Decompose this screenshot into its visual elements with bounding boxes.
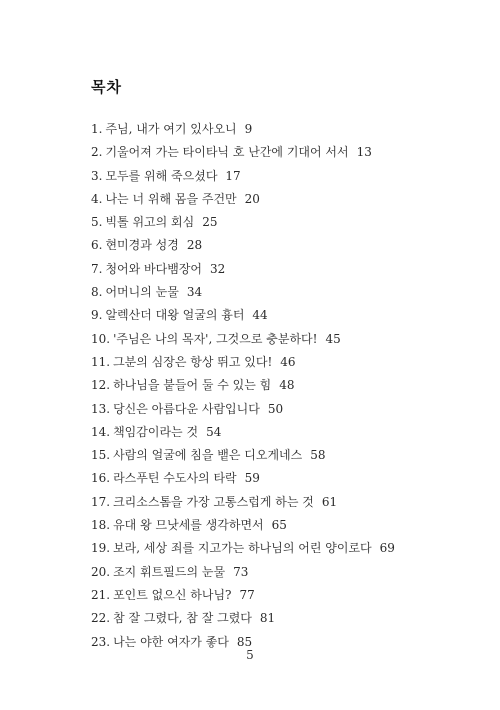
toc-entry-page: 45 — [325, 331, 341, 346]
toc-entry-title: 보라, 세상 죄를 지고가는 하나님의 어린 양이로다 — [113, 541, 372, 556]
toc-entry — [91, 584, 471, 607]
toc-entry-number: 9. — [91, 308, 103, 323]
toc-entry — [91, 444, 471, 467]
toc-entry — [91, 374, 471, 397]
toc-list — [91, 118, 471, 654]
toc-entry-title: 어머니의 눈물 — [105, 285, 179, 300]
toc-entry — [91, 467, 471, 490]
toc-entry-number: 17. — [91, 494, 111, 509]
toc-entry-page: 77 — [239, 587, 255, 602]
toc-entry — [91, 537, 471, 560]
toc-entry-number: 15. — [91, 448, 111, 463]
toc-entry-number: 21. — [91, 587, 111, 602]
toc-entry-title: 나는 너 위해 몸을 주건만 — [105, 191, 237, 206]
toc-entry-number: 11. — [91, 354, 111, 369]
toc-entry-title: 유대 왕 므낫세를 생각하면서 — [113, 518, 264, 533]
toc-entry-title: 조지 휘트필드의 눈물 — [113, 564, 226, 579]
toc-entry-number: 8. — [91, 285, 103, 300]
toc-entry-title: 하나님을 붙들어 둘 수 있는 힘 — [113, 378, 272, 393]
toc-entry — [91, 258, 471, 281]
toc-entry-number: 3. — [91, 168, 103, 183]
toc-entry-title: 그분의 심장은 항상 뛰고 있다! — [113, 354, 273, 369]
toc-entry — [91, 165, 471, 188]
toc-entry-title: 현미경과 성경 — [105, 238, 179, 253]
toc-entry-number: 18. — [91, 518, 111, 533]
toc-entry — [91, 118, 471, 141]
toc-entry — [91, 421, 471, 444]
toc-entry — [91, 281, 471, 304]
toc-entry-number: 20. — [91, 564, 111, 579]
toc-entry-page: 34 — [186, 285, 203, 300]
toc-entry — [91, 234, 471, 257]
toc-entry-page: 46 — [280, 354, 296, 369]
toc-entry-title: 나는 야한 여자가 좋다 — [113, 634, 229, 649]
toc-entry-title: 참 잘 그렸다, 참 잘 그렸다 — [113, 611, 252, 626]
toc-entry-title: 모두를 위해 죽으셨다 — [105, 168, 218, 183]
toc-entry — [91, 561, 471, 584]
toc-entry-page: 81 — [259, 611, 276, 626]
toc-entry — [91, 211, 471, 234]
toc-entry-page: 32 — [210, 261, 226, 276]
toc-entry — [91, 491, 471, 514]
toc-entry-title: 청어와 바다뱀장어 — [105, 261, 203, 276]
toc-entry-page: 9 — [244, 122, 253, 136]
toc-entry — [91, 351, 471, 374]
toc-entry-number: 5. — [91, 215, 103, 230]
toc-entry-number: 7. — [91, 261, 103, 276]
toc-entry-page: 17 — [225, 168, 241, 183]
toc-entry-page: 25 — [202, 215, 218, 230]
toc-entry-number: 12. — [91, 378, 111, 393]
toc-entry — [91, 607, 471, 630]
toc-entry-title: 라스푸틴 수도사의 타락 — [113, 471, 237, 486]
toc-heading: 목차 — [91, 78, 122, 96]
toc-entry-number: 2. — [91, 145, 103, 160]
toc-entry-page: 73 — [233, 564, 249, 579]
toc-entry-title: 사람의 얼굴에 침을 뱉은 디오게네스 — [113, 448, 303, 463]
toc-entry-title: 주님, 내가 여기 있사오니 — [105, 122, 237, 136]
toc-entry-number: 16. — [91, 471, 111, 486]
toc-entry-number: 14. — [91, 424, 111, 439]
toc-entry-title: 빅톨 위고의 회심 — [105, 215, 195, 230]
toc-entry-page: 13 — [356, 145, 372, 160]
toc-entry-page: 28 — [186, 238, 203, 253]
toc-entry-title: 포인트 없으신 하나님? — [113, 587, 232, 602]
toc-entry — [91, 514, 471, 537]
toc-entry-page: 20 — [244, 191, 260, 206]
toc-entry-title: 알렉산더 대왕 얼굴의 흉터 — [105, 308, 245, 323]
toc-entry-title: 당신은 아름다운 사람입니다 — [113, 401, 260, 416]
toc-entry-page: 50 — [267, 401, 284, 416]
page-number: 5 — [246, 648, 254, 662]
toc-entry-number: 19. — [91, 541, 111, 556]
toc-entry-page: 59 — [244, 471, 260, 486]
toc-entry-number: 10. — [91, 331, 111, 346]
toc-entry-title: 크리소스톰을 가장 고통스럽게 하는 것 — [113, 494, 314, 509]
toc-entry-page: 48 — [279, 378, 295, 393]
toc-entry-page: 58 — [310, 448, 326, 463]
toc-entry-number: 23. — [91, 634, 111, 649]
toc-entry-number: 22. — [91, 611, 111, 626]
toc-entry — [91, 188, 471, 211]
toc-entry-title: 책임감이라는 것 — [113, 424, 199, 439]
toc-entry-number: 13. — [91, 401, 111, 416]
toc-entry-page: 61 — [321, 494, 338, 509]
toc-entry-page: 44 — [252, 308, 268, 323]
toc-entry-number: 1. — [91, 122, 103, 136]
toc-entry-page: 54 — [206, 424, 222, 439]
toc-entry-page: 69 — [379, 541, 395, 556]
toc-entry — [91, 304, 471, 327]
toc-entry-title: 기울어져 가는 타이타닉 호 난간에 기대어 서서 — [105, 145, 349, 160]
toc-entry-number: 6. — [91, 238, 103, 253]
toc-entry-number: 4. — [91, 191, 103, 206]
toc-entry-page: 85 — [236, 634, 253, 649]
toc-entry — [91, 328, 471, 351]
toc-entry — [91, 141, 471, 164]
toc-entry-page: 65 — [271, 518, 287, 533]
toc-entry — [91, 398, 471, 421]
toc-entry-title: '주님은 나의 목자', 그것으로 충분하다! — [113, 331, 318, 346]
